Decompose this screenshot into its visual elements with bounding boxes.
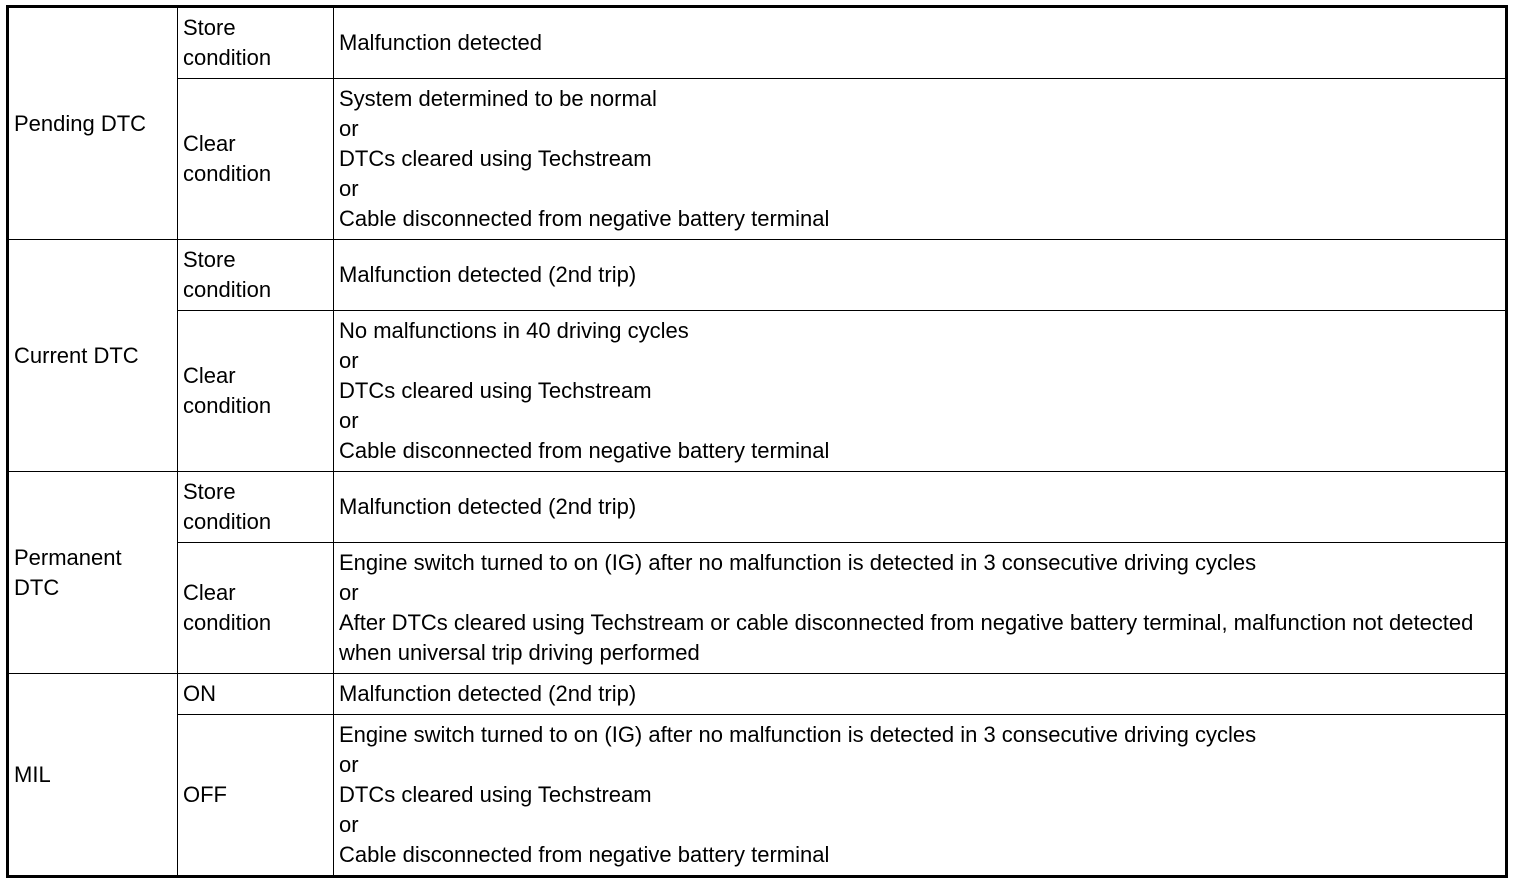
condition-description bbox=[334, 79, 1507, 240]
table-row bbox=[8, 7, 1507, 79]
description-line: Malfunction detected (2nd trip) bbox=[339, 494, 637, 519]
condition-label: Store condition bbox=[178, 7, 334, 79]
table-row bbox=[8, 674, 1507, 715]
condition-description bbox=[334, 674, 1507, 715]
description-line: DTCs cleared using Techstream bbox=[339, 782, 652, 807]
description-line: or bbox=[339, 752, 359, 777]
description-line: Cable disconnected from negative battery terminal bbox=[339, 206, 830, 231]
table-row bbox=[8, 79, 1507, 240]
condition-description bbox=[334, 715, 1507, 877]
condition-description bbox=[334, 240, 1507, 311]
description-line: or bbox=[339, 116, 359, 141]
description-line: Malfunction detected bbox=[339, 30, 543, 55]
description-line: Malfunction detected (2nd trip) bbox=[339, 262, 637, 287]
table-row bbox=[8, 543, 1507, 674]
description-line: DTCs cleared using Techstream bbox=[339, 378, 652, 403]
table-row bbox=[8, 472, 1507, 543]
group-label-pending-dtc: Pending DTC bbox=[8, 7, 178, 240]
description-line: Cable disconnected from negative battery terminal bbox=[339, 842, 830, 867]
condition-description bbox=[334, 7, 1507, 79]
description-line: or bbox=[339, 176, 359, 201]
description-line: Engine switch turned to on (IG) after no malfunction is detected in 3 consecutive driving cycles bbox=[339, 722, 1257, 747]
group-label-mil: MIL bbox=[8, 674, 178, 877]
table-row bbox=[8, 715, 1507, 877]
table-row bbox=[8, 311, 1507, 472]
condition-label: Clear condition bbox=[178, 311, 334, 472]
condition-label: Clear condition bbox=[178, 543, 334, 674]
description-line: Cable disconnected from negative battery terminal bbox=[339, 438, 830, 463]
description-line: Malfunction detected (2nd trip) bbox=[339, 681, 637, 706]
condition-label: OFF bbox=[178, 715, 334, 877]
description-line: After DTCs cleared using Techstream or cable disconnected from negative battery terminal, malfunction not detected when universal trip driving performed bbox=[339, 610, 1474, 665]
description-line: System determined to be normal bbox=[339, 86, 657, 111]
description-line: or bbox=[339, 348, 359, 373]
condition-description bbox=[334, 472, 1507, 543]
condition-label: Store condition bbox=[178, 240, 334, 311]
dtc-condition-table bbox=[6, 5, 1508, 878]
condition-description bbox=[334, 311, 1507, 472]
table-row bbox=[8, 240, 1507, 311]
description-line: DTCs cleared using Techstream bbox=[339, 146, 652, 171]
condition-label: Clear condition bbox=[178, 79, 334, 240]
condition-description bbox=[334, 543, 1507, 674]
description-line: or bbox=[339, 408, 359, 433]
condition-label: Store condition bbox=[178, 472, 334, 543]
description-line: or bbox=[339, 812, 359, 837]
group-label-current-dtc: Current DTC bbox=[8, 240, 178, 472]
condition-label: ON bbox=[178, 674, 334, 715]
description-line: Engine switch turned to on (IG) after no malfunction is detected in 3 consecutive driving cycles bbox=[339, 550, 1257, 575]
group-label-permanent-dtc: Permanent DTC bbox=[8, 472, 178, 674]
description-line: No malfunctions in 40 driving cycles bbox=[339, 318, 689, 343]
description-line: or bbox=[339, 580, 359, 605]
